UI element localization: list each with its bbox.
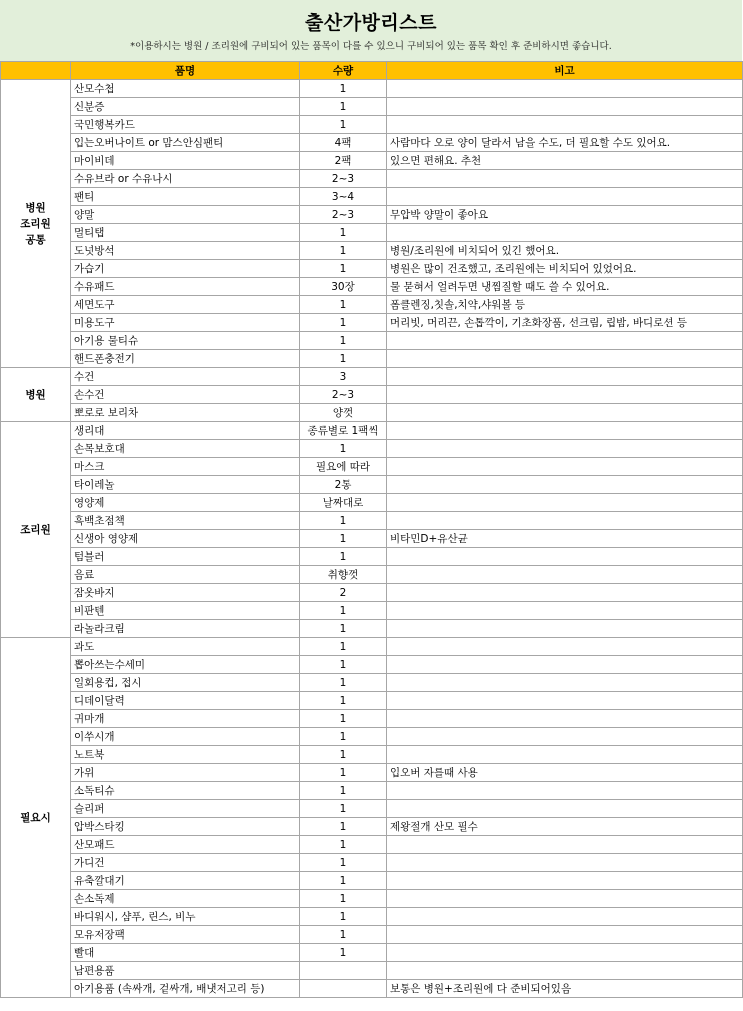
column-header-category: [1, 62, 71, 80]
note-cell: [387, 332, 743, 350]
item-cell: 이쑤시개: [71, 728, 300, 746]
item-cell: 마스크: [71, 458, 300, 476]
qty-cell: 1: [300, 692, 387, 710]
table-row: [1, 512, 743, 530]
note-cell: [387, 710, 743, 728]
qty-cell: 3: [300, 368, 387, 386]
column-header-item: 품명: [71, 62, 300, 80]
checklist-body: [1, 80, 743, 998]
table-row: [1, 566, 743, 584]
table-row: [1, 944, 743, 962]
item-cell: 멀티탭: [71, 224, 300, 242]
qty-cell: 2팩: [300, 152, 387, 170]
item-cell: 가위: [71, 764, 300, 782]
table-row: [1, 260, 743, 278]
note-cell: [387, 620, 743, 638]
note-cell: [387, 692, 743, 710]
item-cell: 아기용품 (속싸개, 겉싸개, 배냇저고리 등): [71, 980, 300, 998]
column-header-row: [1, 62, 743, 80]
note-cell: [387, 800, 743, 818]
item-cell: 세면도구: [71, 296, 300, 314]
table-row: [1, 350, 743, 368]
item-cell: 국민행복카드: [71, 116, 300, 134]
table-row: [1, 494, 743, 512]
note-cell: [387, 440, 743, 458]
qty-cell: 종류별로 1팩씩: [300, 422, 387, 440]
table-row: [1, 134, 743, 152]
note-cell: [387, 512, 743, 530]
note-cell: [387, 836, 743, 854]
qty-cell: 1: [300, 260, 387, 278]
qty-cell: 30장: [300, 278, 387, 296]
note-cell: [387, 926, 743, 944]
qty-cell: 1: [300, 926, 387, 944]
item-cell: 과도: [71, 638, 300, 656]
item-cell: 뽑아쓰는수세미: [71, 656, 300, 674]
qty-cell: 1: [300, 314, 387, 332]
page-subtitle: *이용하시는 병원 / 조리원에 구비되어 있는 품목이 다를 수 있으니 구비되어 있는 품목 확인 후 준비하시면 좋습니다.: [130, 41, 612, 52]
table-row: [1, 188, 743, 206]
qty-cell: 4팩: [300, 134, 387, 152]
note-cell: 비타민D+유산균: [387, 530, 743, 548]
sheet-header: [0, 0, 742, 62]
qty-cell: 1: [300, 602, 387, 620]
table-row: [1, 80, 743, 98]
table-row: [1, 728, 743, 746]
note-cell: [387, 962, 743, 980]
qty-cell: 날짜대로: [300, 494, 387, 512]
note-cell: [387, 368, 743, 386]
item-cell: 흑백초점책: [71, 512, 300, 530]
table-row: [1, 584, 743, 602]
item-cell: 미용도구: [71, 314, 300, 332]
note-cell: 입오버 자를때 사용: [387, 764, 743, 782]
item-cell: 뽀로로 보리차: [71, 404, 300, 422]
table-row: [1, 530, 743, 548]
qty-cell: 2~3: [300, 206, 387, 224]
item-cell: 산모수첩: [71, 80, 300, 98]
note-cell: [387, 476, 743, 494]
qty-cell: 1: [300, 530, 387, 548]
qty-cell: 1: [300, 872, 387, 890]
item-cell: 텀블러: [71, 548, 300, 566]
note-cell: [387, 908, 743, 926]
item-cell: 영양제: [71, 494, 300, 512]
item-cell: 수유브라 or 수유나시: [71, 170, 300, 188]
item-cell: 신생아 영양제: [71, 530, 300, 548]
table-row: [1, 548, 743, 566]
item-cell: 모유저장팩: [71, 926, 300, 944]
table-row: [1, 116, 743, 134]
qty-cell: 1: [300, 350, 387, 368]
qty-cell: 1: [300, 908, 387, 926]
table-row: [1, 692, 743, 710]
note-cell: 제왕절개 산모 필수: [387, 818, 743, 836]
item-cell: 비판텐: [71, 602, 300, 620]
note-cell: 머리빗, 머리끈, 손톱깍이, 기초화장품, 선크림, 립밤, 바디로션 등: [387, 314, 743, 332]
table-row: [1, 656, 743, 674]
note-cell: 병원은 많이 건조했고, 조리원에는 비치되어 있었어요.: [387, 260, 743, 278]
table-row: [1, 332, 743, 350]
qty-cell: 1: [300, 782, 387, 800]
note-cell: 병원/조리원에 비치되어 있긴 했어요.: [387, 242, 743, 260]
qty-cell: 2: [300, 584, 387, 602]
table-row: [1, 152, 743, 170]
qty-cell: 1: [300, 800, 387, 818]
item-cell: 산모패드: [71, 836, 300, 854]
note-cell: [387, 422, 743, 440]
table-row: [1, 854, 743, 872]
note-cell: 보통은 병원+조리원에 다 준비되어있음: [387, 980, 743, 998]
table-row: [1, 404, 743, 422]
note-cell: 물 묻혀서 얼려두면 냉찜질할 때도 쓸 수 있어요.: [387, 278, 743, 296]
note-cell: [387, 674, 743, 692]
item-cell: 수건: [71, 368, 300, 386]
table-row: [1, 368, 743, 386]
table-row: [1, 386, 743, 404]
note-cell: [387, 494, 743, 512]
qty-cell: 1: [300, 440, 387, 458]
note-cell: [387, 656, 743, 674]
note-cell: 폼클렌징,칫솔,치약,샤워볼 등: [387, 296, 743, 314]
category-cell: 필요시: [1, 638, 71, 998]
qty-cell: 1: [300, 116, 387, 134]
table-row: [1, 674, 743, 692]
item-cell: 입는오버나이트 or 맘스안심팬티: [71, 134, 300, 152]
item-cell: 일회용컵, 접시: [71, 674, 300, 692]
note-cell: [387, 170, 743, 188]
table-row: [1, 638, 743, 656]
note-cell: 사람마다 오로 양이 달라서 남을 수도, 더 필요할 수도 있어요.: [387, 134, 743, 152]
item-cell: 팬티: [71, 188, 300, 206]
qty-cell: 1: [300, 710, 387, 728]
note-cell: [387, 548, 743, 566]
table-row: [1, 278, 743, 296]
note-cell: [387, 602, 743, 620]
item-cell: 타이레놀: [71, 476, 300, 494]
note-cell: [387, 584, 743, 602]
note-cell: [387, 854, 743, 872]
table-row: [1, 836, 743, 854]
qty-cell: 1: [300, 836, 387, 854]
item-cell: 손목보호대: [71, 440, 300, 458]
qty-cell: 1: [300, 674, 387, 692]
table-row: [1, 206, 743, 224]
note-cell: [387, 98, 743, 116]
table-row: [1, 440, 743, 458]
item-cell: 디데이달력: [71, 692, 300, 710]
item-cell: 소독티슈: [71, 782, 300, 800]
table-row: [1, 602, 743, 620]
qty-cell: 1: [300, 638, 387, 656]
table-row: [1, 926, 743, 944]
column-header-qty: 수량: [300, 62, 387, 80]
item-cell: 잠옷바지: [71, 584, 300, 602]
table-row: [1, 242, 743, 260]
item-cell: 음료: [71, 566, 300, 584]
table-row: [1, 890, 743, 908]
item-cell: 압박스타킹: [71, 818, 300, 836]
item-cell: 아기용 물티슈: [71, 332, 300, 350]
item-cell: 가습기: [71, 260, 300, 278]
qty-cell: 1: [300, 764, 387, 782]
note-cell: [387, 80, 743, 98]
qty-cell: 1: [300, 80, 387, 98]
note-cell: 있으면 편해요. 추천: [387, 152, 743, 170]
checklist-table: [0, 61, 743, 998]
note-cell: [387, 458, 743, 476]
qty-cell: 1: [300, 224, 387, 242]
qty-cell: 1: [300, 890, 387, 908]
qty-cell: 1: [300, 746, 387, 764]
item-cell: 마이비데: [71, 152, 300, 170]
qty-cell: 1: [300, 548, 387, 566]
qty-cell: [300, 980, 387, 998]
item-cell: 바디워시, 샴푸, 린스, 비누: [71, 908, 300, 926]
qty-cell: 1: [300, 854, 387, 872]
qty-cell: 1: [300, 512, 387, 530]
category-cell: 병원 조리원 공통: [1, 80, 71, 368]
qty-cell: 2~3: [300, 386, 387, 404]
item-cell: 손소독제: [71, 890, 300, 908]
qty-cell: 1: [300, 620, 387, 638]
table-row: [1, 962, 743, 980]
table-row: [1, 764, 743, 782]
category-cell: 병원: [1, 368, 71, 422]
table-row: [1, 980, 743, 998]
note-cell: [387, 638, 743, 656]
note-cell: [387, 566, 743, 584]
table-row: [1, 782, 743, 800]
item-cell: 도넛방석: [71, 242, 300, 260]
note-cell: [387, 728, 743, 746]
table-row: [1, 620, 743, 638]
table-row: [1, 818, 743, 836]
category-cell: 조리원: [1, 422, 71, 638]
table-row: [1, 908, 743, 926]
column-header-note: 비고: [387, 62, 743, 80]
table-row: [1, 98, 743, 116]
table-row: [1, 746, 743, 764]
item-cell: 양말: [71, 206, 300, 224]
table-row: [1, 476, 743, 494]
qty-cell: 1: [300, 656, 387, 674]
note-cell: [387, 386, 743, 404]
page-title: 출산가방리스트: [305, 12, 437, 34]
note-cell: [387, 350, 743, 368]
note-cell: [387, 890, 743, 908]
table-row: [1, 224, 743, 242]
item-cell: 슬리퍼: [71, 800, 300, 818]
table-row: [1, 314, 743, 332]
qty-cell: 2통: [300, 476, 387, 494]
qty-cell: 취향껏: [300, 566, 387, 584]
qty-cell: 1: [300, 242, 387, 260]
item-cell: 손수건: [71, 386, 300, 404]
note-cell: [387, 944, 743, 962]
note-cell: [387, 188, 743, 206]
note-cell: [387, 872, 743, 890]
qty-cell: 1: [300, 98, 387, 116]
note-cell: [387, 782, 743, 800]
item-cell: 수유패드: [71, 278, 300, 296]
qty-cell: 2~3: [300, 170, 387, 188]
qty-cell: 양껏: [300, 404, 387, 422]
qty-cell: 1: [300, 332, 387, 350]
qty-cell: 1: [300, 944, 387, 962]
table-row: [1, 872, 743, 890]
table-row: [1, 422, 743, 440]
item-cell: 남편용품: [71, 962, 300, 980]
table-row: [1, 296, 743, 314]
item-cell: 가디건: [71, 854, 300, 872]
qty-cell: 1: [300, 818, 387, 836]
table-row: [1, 458, 743, 476]
qty-cell: 3~4: [300, 188, 387, 206]
item-cell: 귀마개: [71, 710, 300, 728]
table-row: [1, 800, 743, 818]
table-row: [1, 170, 743, 188]
item-cell: 유축깔대기: [71, 872, 300, 890]
table-row: [1, 710, 743, 728]
qty-cell: 1: [300, 296, 387, 314]
note-cell: [387, 224, 743, 242]
qty-cell: 필요에 따라: [300, 458, 387, 476]
item-cell: 라놀라크림: [71, 620, 300, 638]
qty-cell: 1: [300, 728, 387, 746]
item-cell: 신분증: [71, 98, 300, 116]
note-cell: [387, 746, 743, 764]
item-cell: 생리대: [71, 422, 300, 440]
note-cell: [387, 116, 743, 134]
note-cell: [387, 404, 743, 422]
qty-cell: [300, 962, 387, 980]
item-cell: 빨대: [71, 944, 300, 962]
note-cell: 무압박 양말이 좋아요: [387, 206, 743, 224]
item-cell: 노트북: [71, 746, 300, 764]
item-cell: 핸드폰충전기: [71, 350, 300, 368]
